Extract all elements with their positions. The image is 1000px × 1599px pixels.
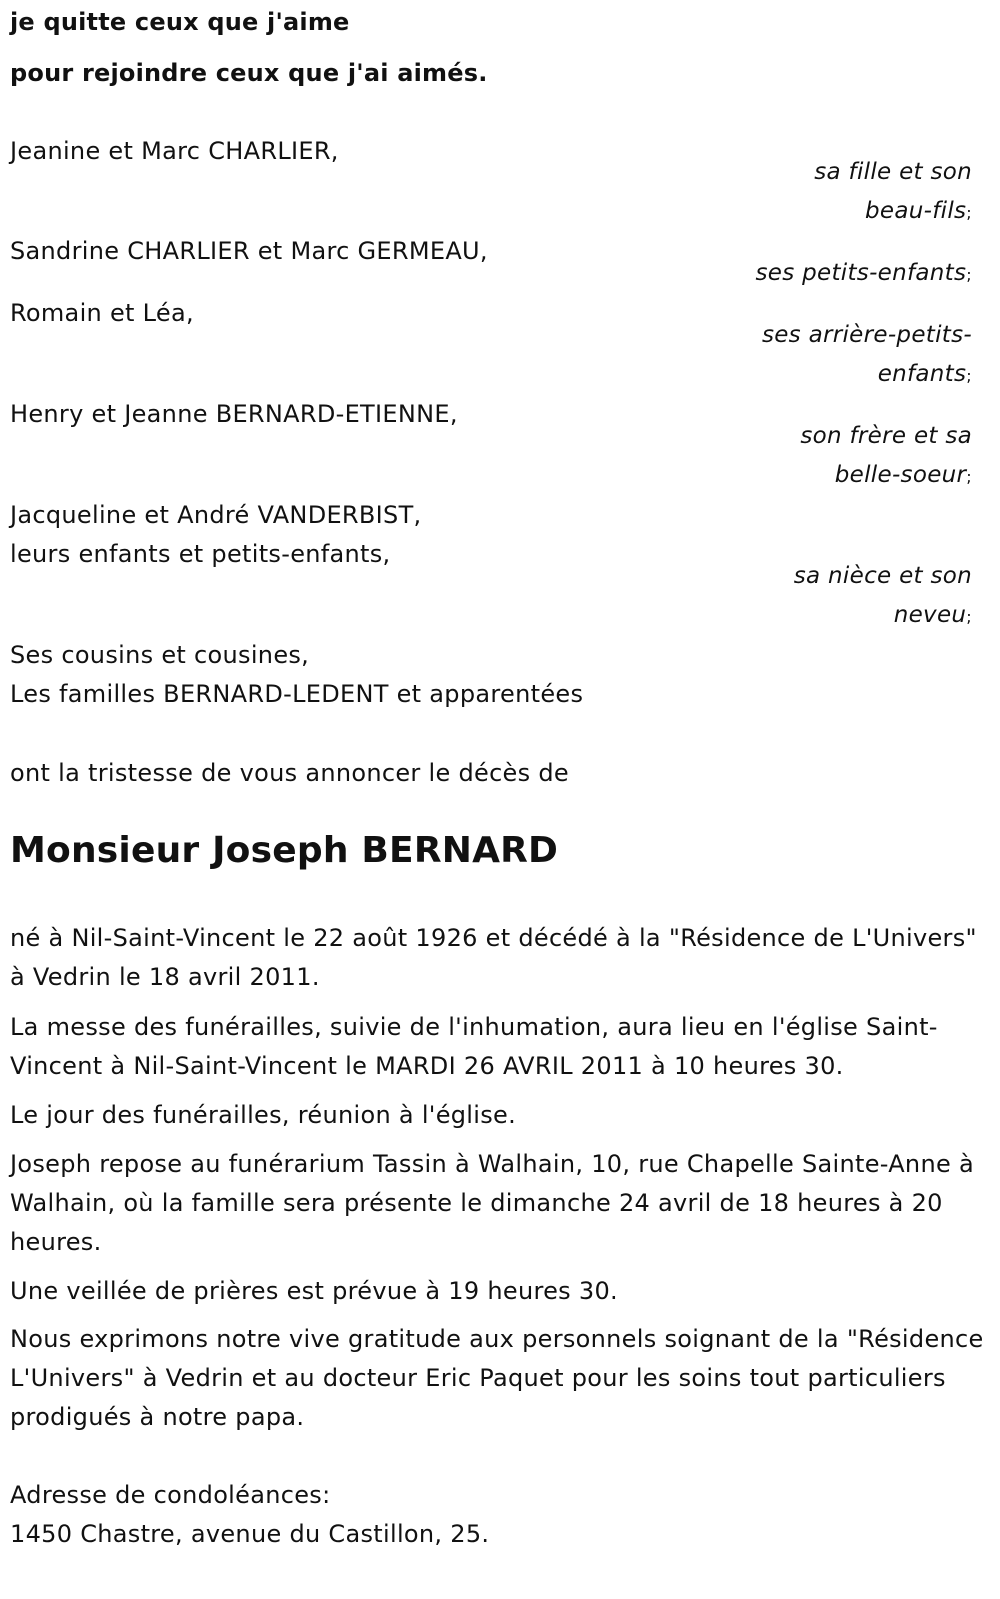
family-names: Henry et Jeanne BERNARD-ETIENNE, xyxy=(10,400,458,428)
deceased-name: Monsieur Joseph BERNARD xyxy=(10,830,559,871)
gathering-paragraph: Le jour des funérailles, réunion à l'église. xyxy=(10,1101,517,1129)
others-line-1: Ses cousins et cousines, xyxy=(10,641,310,669)
epigraph-line-1: je quitte ceux que j'aime xyxy=(10,8,350,36)
family-names: Jeanine et Marc CHARLIER, xyxy=(10,137,339,165)
condolences-label: Adresse de condoléances: xyxy=(10,1481,331,1509)
epigraph-line-2: pour rejoindre ceux que j'ai aimés. xyxy=(10,59,488,87)
condolences-address: 1450 Chastre, avenue du Castillon, 25. xyxy=(10,1520,490,1548)
family-relation: beau-fils; xyxy=(865,198,972,224)
birth-death-paragraph: né à Nil-Saint-Vincent le 22 août 1926 et décédé à la "Résidence de L'Univers" à Vedrin le 18 avril 2011. xyxy=(10,924,977,991)
family-relation: ses arrière-petits- xyxy=(761,322,972,348)
family-relation: neveu; xyxy=(893,602,972,628)
family-names: Romain et Léa, xyxy=(10,299,194,327)
funeral-mass-paragraph: La messe des funérailles, suivie de l'inhumation, aura lieu en l'église Saint-Vincent à Nil-Saint-Vincent le MARDI 26 AVRIL 2011 à 10 heures 30. xyxy=(10,1013,938,1080)
family-relation: ses petits-enfants; xyxy=(755,260,972,286)
family-relation: son frère et sa xyxy=(800,423,972,449)
announcement: ont la tristesse de vous annoncer le décès de xyxy=(10,759,569,787)
family-relation: belle-soeur; xyxy=(834,462,972,488)
family-relation: sa fille et son xyxy=(814,159,972,185)
family-relation: sa nièce et son xyxy=(793,563,972,589)
family-relation: enfants; xyxy=(877,361,972,387)
gratitude-paragraph: Nous exprimons notre vive gratitude aux personnels soignant de la "Résidence L'Univers" à Vedrin et au docteur Eric Paquet pour les soins tout particuliers prodigués à notre papa. xyxy=(10,1325,984,1431)
funerarium-paragraph: Joseph repose au funérarium Tassin à Walhain, 10, rue Chapelle Sainte-Anne à Walhain, où la famille sera présente le dimanche 24 avril de 18 heures à 20 heures. xyxy=(10,1150,974,1256)
vigil-paragraph: Une veillée de prières est prévue à 19 heures 30. xyxy=(10,1277,618,1305)
family-names: Sandrine CHARLIER et Marc GERMEAU, xyxy=(10,237,488,265)
family-names: leurs enfants et petits-enfants, xyxy=(10,540,391,568)
others-line-2: Les familles BERNARD-LEDENT et apparentées xyxy=(10,680,584,708)
family-names: Jacqueline et André VANDERBIST, xyxy=(10,501,422,529)
